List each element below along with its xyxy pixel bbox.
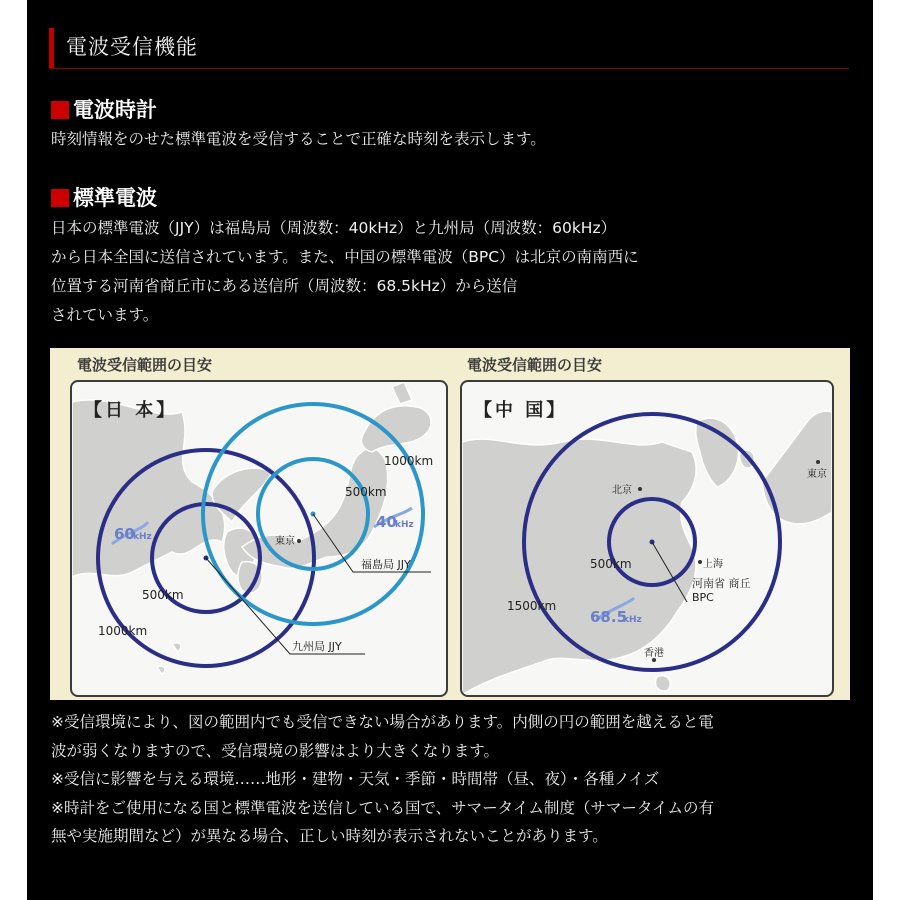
- label-1000km-left: 1000km: [98, 624, 148, 638]
- tokyo-marker: [297, 539, 301, 543]
- japan-map-svg: [72, 382, 446, 695]
- section-heading-text: 電波時計: [73, 98, 157, 122]
- notes: [51, 708, 714, 851]
- paragraph-line: 時刻情報をのせた標準電波を受信することで正確な時刻を表示します。: [51, 130, 546, 148]
- label-freq-68-unit: kHz: [623, 615, 642, 625]
- page-title: [49, 24, 849, 69]
- label-500km: 500km: [590, 557, 632, 571]
- section-heading-standard-wave: [51, 182, 157, 212]
- note-line: ※受信に影響を与える環境……地形・建物・天気・季節・時間帯（昼、夜）・各種ノイズ: [51, 770, 660, 788]
- map-japan: [70, 380, 448, 697]
- beijing-marker: [638, 487, 642, 491]
- label-station-name: 河南省 商丘: [692, 577, 751, 590]
- note-line: ※時計をご使用になる国と標準電波を送信している国で、サマータイム制度（サマータイムの有: [51, 798, 715, 817]
- map-china: [460, 380, 834, 697]
- label-1500km: 1500km: [507, 599, 557, 613]
- note-line: ※受信環境により、図の範囲内でも受信できない場合があります。内側の円の範囲を越えると電: [51, 713, 714, 731]
- paragraph-line: から日本全国に送信されています。また、中国の標準電波（BPC）は北京の南南西に: [51, 248, 639, 266]
- map-label-japan: 【日 本】: [84, 400, 178, 421]
- label-500km-left: 500km: [142, 588, 184, 602]
- label-freq-60-unit: kHz: [133, 532, 152, 542]
- section-text-radio-clock: [51, 125, 546, 154]
- section-heading-radio-clock: [51, 94, 157, 124]
- label-tokyo: 東京: [807, 469, 827, 480]
- paragraph-line: されています。: [51, 306, 159, 324]
- label-freq-60: 60: [114, 525, 135, 543]
- label-kyushu-station: 九州局 JJY: [292, 640, 342, 653]
- label-freq-40: 40: [376, 513, 397, 531]
- china-map-svg: [462, 382, 832, 695]
- map-title-china: 電波受信範囲の目安: [467, 356, 603, 374]
- label-tokyo: 東京: [275, 536, 295, 547]
- red-square-icon: [51, 189, 69, 207]
- content-panel: [27, 0, 873, 900]
- paragraph-line: 日本の標準電波（JJY）は福島局（周波数：40kHz）と九州局（周波数：60kHz）: [51, 219, 617, 237]
- red-square-icon: [51, 101, 69, 119]
- tokyo-marker: [816, 460, 820, 464]
- section-heading-text: 標準電波: [73, 186, 157, 210]
- label-shanghai: 上海: [703, 559, 723, 570]
- paragraph-line: 位置する河南省商丘市にある送信所（周波数：68.5kHz）から送信: [51, 277, 518, 295]
- label-fukushima-station: 福島局 JJY: [361, 558, 411, 571]
- map-title-japan: 電波受信範囲の目安: [77, 356, 213, 374]
- label-freq-68: 68.5: [590, 608, 628, 626]
- label-freq-40-unit: kHz: [395, 520, 414, 530]
- map-label-china: 【中 国】: [474, 400, 568, 421]
- label-1000km-right: 1000km: [384, 454, 434, 468]
- note-line: 波が弱くなりますので、受信環境の影響はより大きくなります。: [51, 741, 499, 760]
- label-station-code: BPC: [692, 591, 714, 604]
- page-title-text: 電波受信機能: [66, 35, 198, 59]
- reception-maps: [50, 348, 850, 700]
- shanghai-marker: [698, 560, 702, 564]
- note-line: 無や実施期間など）が異なる場合、正しい時刻が表示されないことがあります。: [51, 827, 608, 845]
- section-text-standard-wave: [51, 214, 639, 330]
- label-500km-right: 500km: [345, 485, 387, 499]
- title-accent-bar: [49, 28, 54, 68]
- label-hongkong: 香港: [644, 648, 664, 659]
- label-beijing: 北京: [612, 485, 632, 496]
